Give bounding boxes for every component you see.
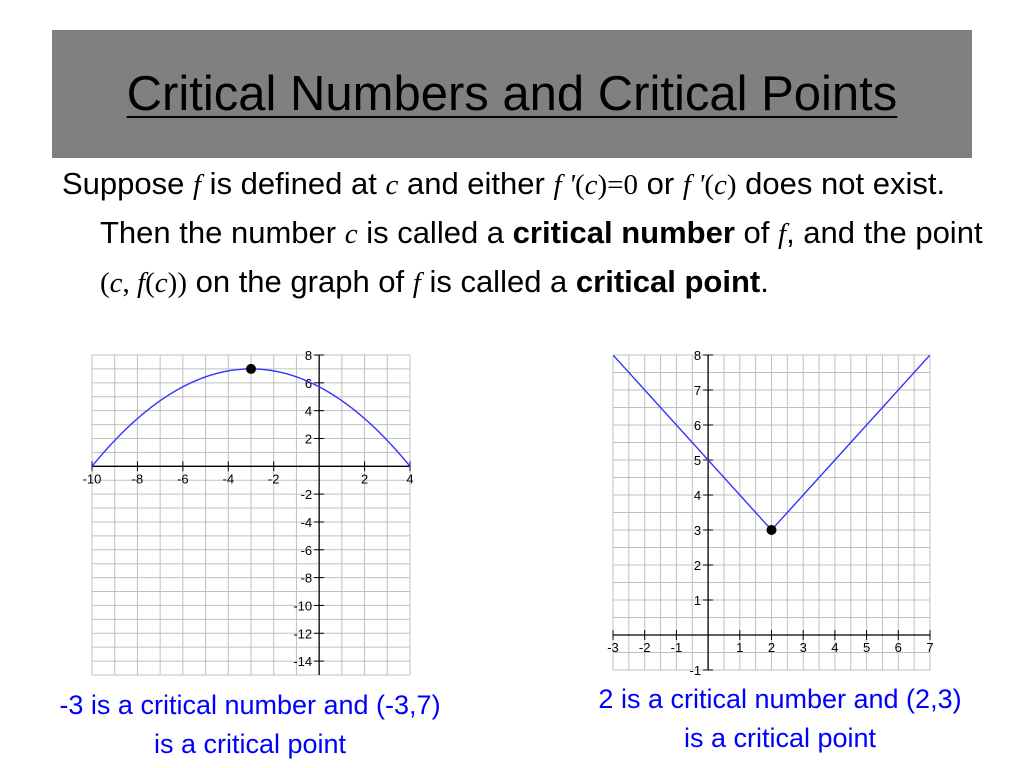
y-tick-label: 1 — [693, 593, 702, 608]
critical-point-marker — [767, 525, 777, 535]
x-tick-label: -10 — [82, 471, 102, 487]
caption-left-line-1: -3 is a critical number and (-3,7) — [59, 690, 441, 720]
x-tick-label: -2 — [267, 471, 280, 487]
math-comma: , — [122, 267, 138, 299]
math-f: f — [412, 267, 421, 299]
math-f-prime: f ' — [682, 169, 705, 201]
math-c: c — [344, 218, 358, 250]
definition-text — [62, 160, 1002, 307]
x-tick-label: -3 — [607, 640, 619, 655]
text-run: is defined at — [201, 166, 386, 201]
math-c: c — [385, 169, 399, 201]
y-tick-label: -2 — [300, 487, 313, 503]
text-run: of — [734, 215, 778, 250]
x-tick-label: 7 — [926, 640, 934, 655]
text-run: does not exist. Then the number — [100, 166, 946, 250]
math-f-prime: f ' — [553, 169, 575, 201]
math-paren: ( — [145, 267, 155, 299]
y-tick-label: 4 — [693, 488, 702, 503]
math-paren: ) — [726, 169, 737, 201]
caption-left-line-2: is a critical point — [153, 729, 347, 759]
absolute-value-chart — [600, 345, 945, 680]
x-tick-label: -1 — [670, 640, 683, 655]
x-tick-label: 4 — [406, 471, 414, 487]
y-tick-label: 2 — [693, 558, 702, 573]
term-critical-number: critical number — [512, 215, 735, 250]
text-run: and either — [398, 166, 554, 201]
term-critical-point: critical point — [575, 264, 761, 299]
y-tick-label: -14 — [293, 654, 313, 670]
caption-right-line-1: 2 is a critical number and (2,3) — [598, 684, 962, 714]
y-tick-label: 4 — [304, 403, 313, 419]
y-tick-label: 2 — [304, 431, 313, 447]
x-tick-label: 5 — [862, 640, 871, 655]
math-c: c — [584, 169, 598, 201]
x-tick-label: -8 — [131, 471, 144, 487]
text-run: Suppose — [62, 166, 193, 201]
title-bar — [52, 30, 972, 158]
caption-right-line-2: is a critical point — [683, 723, 877, 753]
x-tick-label: -4 — [222, 471, 235, 487]
y-tick-label: -4 — [300, 514, 313, 530]
text-run: or — [638, 166, 683, 201]
caption-left — [5, 686, 495, 764]
y-tick-label: -6 — [300, 542, 313, 558]
x-tick-label: 1 — [736, 640, 744, 655]
x-tick-label: 6 — [894, 640, 902, 655]
math-paren: ( — [704, 169, 715, 201]
math-paren: ( — [100, 267, 110, 299]
y-tick-label: -8 — [300, 570, 313, 586]
slide-title: Critical Numbers and Critical Points — [126, 67, 898, 121]
text-run: is called a — [357, 215, 513, 250]
y-tick-label: 6 — [304, 375, 313, 391]
text-run: on the graph of — [186, 264, 413, 299]
text-run: is called a — [420, 264, 576, 299]
y-tick-label: 8 — [693, 348, 702, 363]
math-c: c — [154, 267, 168, 299]
parabola-chart — [70, 345, 430, 680]
math-c: c — [714, 169, 727, 201]
math-f: f — [193, 169, 202, 201]
x-tick-label: 3 — [799, 640, 807, 655]
definition-paragraph — [62, 160, 1002, 307]
math-paren: ( — [574, 169, 585, 201]
y-tick-label: 6 — [693, 418, 702, 433]
caption-right — [540, 680, 1020, 758]
y-tick-label: -12 — [293, 626, 313, 642]
x-tick-label: 4 — [831, 640, 839, 655]
y-tick-label: 8 — [304, 348, 313, 363]
y-tick-label: -1 — [689, 663, 702, 678]
x-tick-label: 2 — [767, 640, 776, 655]
x-tick-label: -2 — [638, 640, 651, 655]
x-tick-label: 2 — [360, 471, 369, 487]
y-tick-label: -10 — [293, 598, 313, 614]
math-f: f — [778, 218, 787, 250]
math-f: f — [137, 267, 146, 299]
x-tick-label: -6 — [177, 471, 189, 487]
math-paren: )) — [167, 267, 187, 299]
text-run: , and the point — [786, 215, 983, 250]
math-c: c — [109, 267, 123, 299]
text-run: . — [760, 264, 769, 299]
y-tick-label: 5 — [693, 453, 702, 468]
y-tick-label: 7 — [693, 383, 702, 398]
math-equals-zero: )=0 — [597, 169, 639, 201]
y-tick-label: 3 — [693, 523, 702, 538]
critical-point-marker — [246, 364, 256, 374]
